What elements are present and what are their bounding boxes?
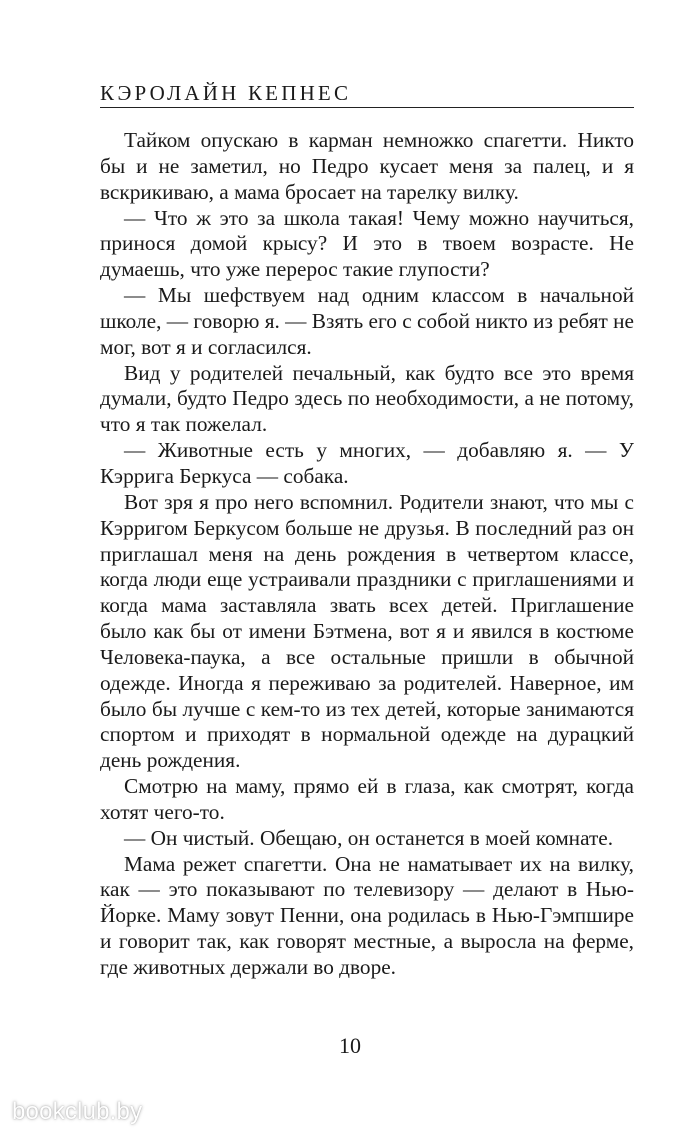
paragraph: Вот зря я про него вспомнил. Родители знают, что мы с Кэрригом Беркусом больше не друзья. В последний раз он приглашал меня на день рождения в четвертом классе, когда люди еще устраивали праздники с приглашениями и когда мама заставляла звать всех детей. Приглашение было как бы от имени Бэтмена, вот я и явился в костюме Человека-паука, а все остальные пришли в обычной одежде. Иногда я переживаю за родителей. Наверное, им было бы лучше с кем-то из тех детей, которые занимаются спортом и приходят в нормальной одежде на дурацкий день рождения.	[100, 489, 634, 773]
header-rule	[100, 107, 634, 108]
paragraph: Вид у родителей печальный, как будто все это время думали, будто Педро здесь по необходимости, а не потому, что я так пожелал.	[100, 360, 634, 437]
page-number: 10	[339, 1033, 361, 1058]
paragraph: Смотрю на маму, прямо ей в глаза, как смотрят, когда хотят чего-то.	[100, 774, 634, 824]
paragraph: — Он чистый. Обещаю, он останется в моей комнате.	[124, 825, 614, 850]
running-header	[100, 80, 634, 108]
paragraph: — Мы шефствуем над одним классом в начальной школе, — говорю я. — Взять его с собой никто из ребят не мог, вот я и согласился.	[100, 283, 634, 359]
paragraph: Тайком опускаю в карман немножко спагетти. Никто бы и не заметил, но Педро кусает меня за палец, и я вскрикиваю, а мама бросает на тарелку вилку.	[100, 128, 634, 204]
book-text	[100, 128, 634, 981]
paragraph: Мама режет спагетти. Она не наматывает их на вилку, как — это показывают по телевизору — делают в Нью-Йорке. Маму зовут Пенни, она родилась в Нью-Гэмпшире и говорит так, как говорят местные, а выросла на ферме, где животных держали во дворе.	[100, 851, 634, 979]
paragraph: — Животные есть у многих, — добавляю я. — У Кэррига Беркуса — собака.	[100, 438, 634, 488]
author-name: КЭРОЛАЙН КЕПНЕС	[100, 81, 352, 105]
paragraph: — Что ж это за школа такая! Чему можно научиться, принося домой крысу? И это в твоем возрасте. Не думаешь, что уже перерос такие глупости?	[100, 205, 634, 282]
watermark-logo: bookclub.by	[12, 1098, 143, 1125]
